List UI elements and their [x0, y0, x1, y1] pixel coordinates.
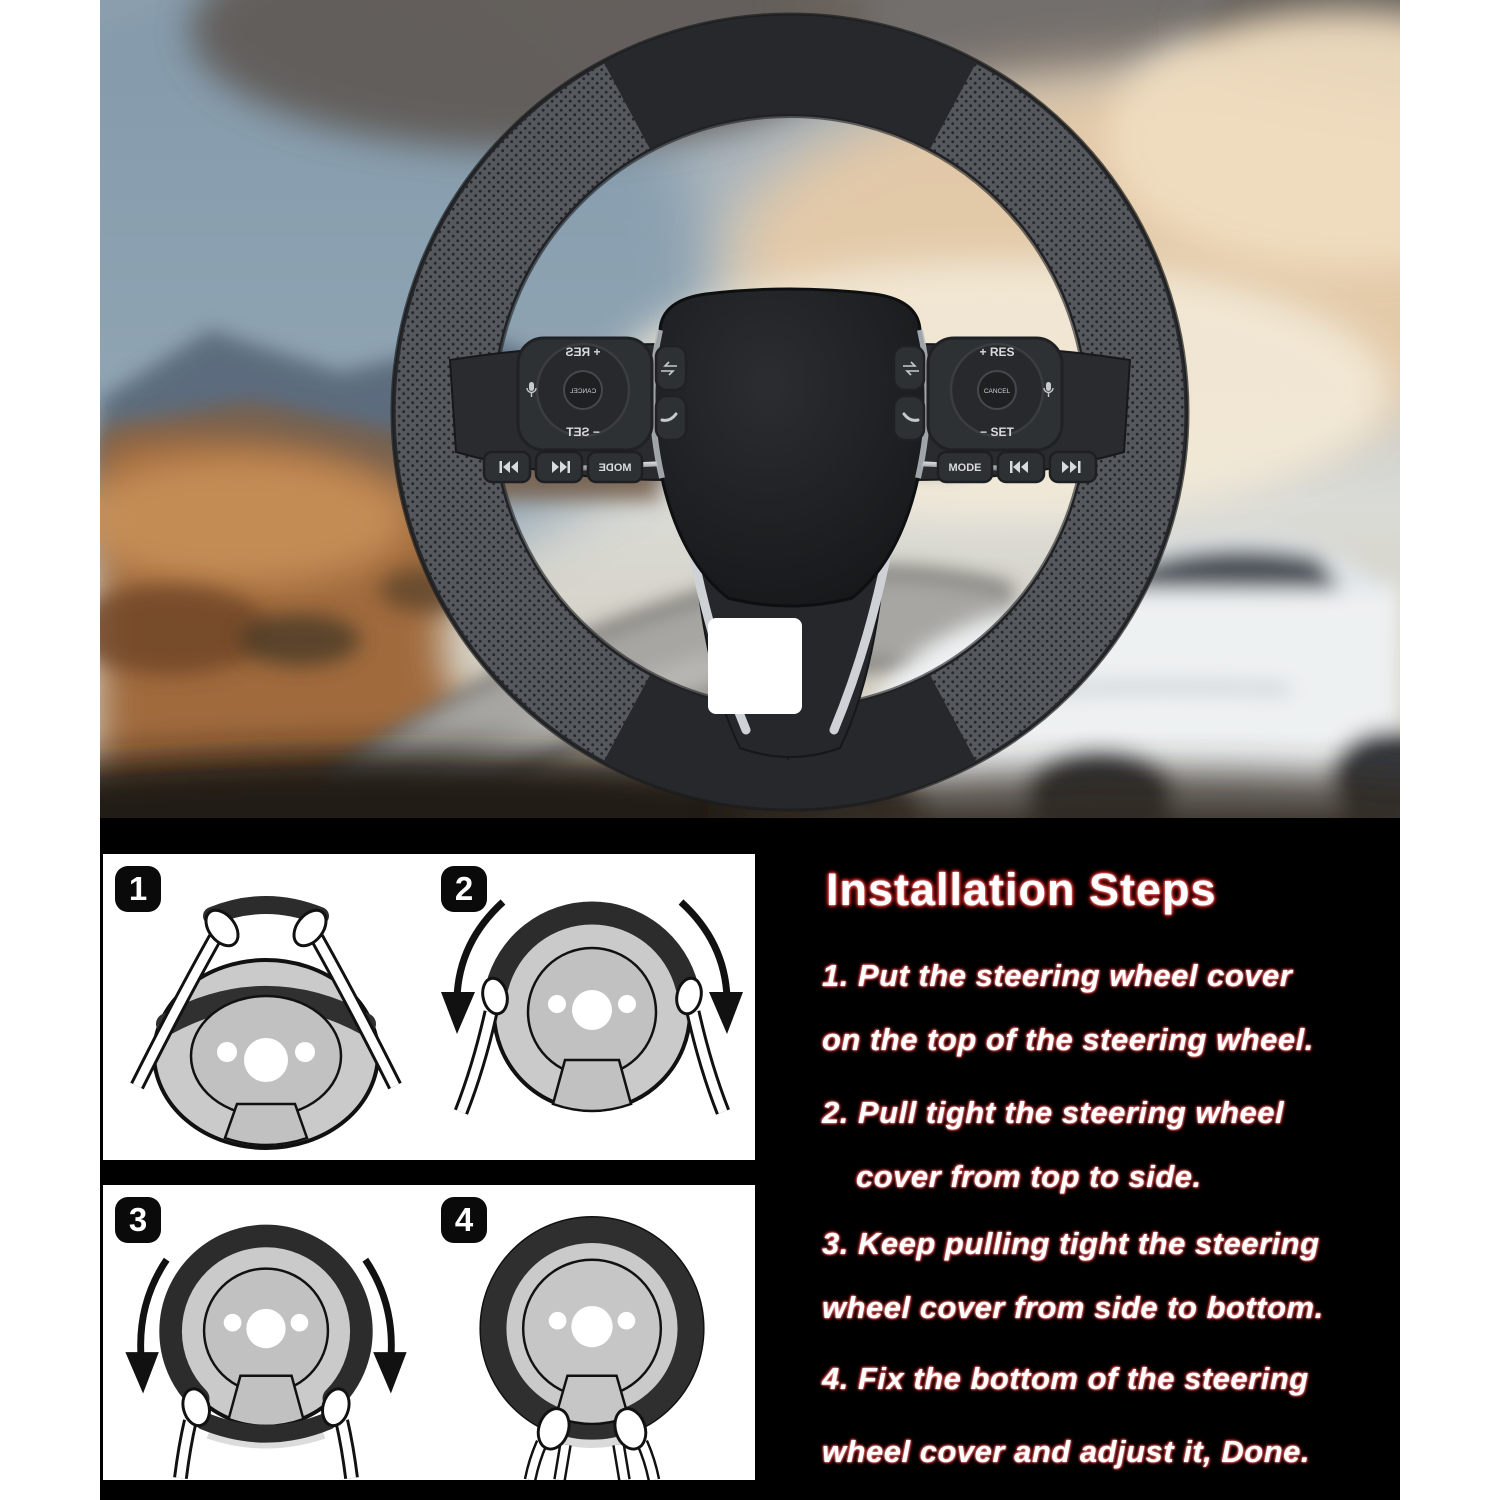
step-1-line-2: on the top of the steering wheel. [822, 1022, 1314, 1057]
step-4-line-2: wheel cover and adjust it, Done. [822, 1434, 1310, 1469]
steering-wheel [100, 0, 1400, 818]
diagram-step-2 [429, 854, 755, 1160]
installation-section [100, 818, 1400, 1500]
res-button-label: + RES [979, 345, 1015, 359]
step-3-line-1: 3. Keep pulling tight the steering [822, 1226, 1320, 1261]
logo-blank-plate [708, 618, 802, 714]
step-1-badge: 1 [115, 866, 161, 912]
diagram-step-4 [429, 1185, 755, 1480]
set-button-label: − SET [980, 425, 1014, 439]
step-2-line-1: 2. Pull tight the steering wheel [822, 1095, 1285, 1130]
step-2-line-2: cover from top to side. [856, 1159, 1202, 1194]
airbag-pad [652, 289, 927, 606]
diagram-step-3 [103, 1185, 429, 1480]
step-2-badge: 2 [441, 866, 487, 912]
cancel-button-label: CANCEL [983, 388, 1011, 395]
step-4-line-1: 4. Fix the bottom of the steering [822, 1361, 1309, 1396]
step-1-line-1: 1. Put the steering wheel cover [822, 958, 1293, 993]
diagram-panel-top [103, 854, 755, 1160]
section-title: Installation Steps [826, 864, 1217, 915]
step-3-line-2: wheel cover from side to bottom. [822, 1290, 1324, 1325]
step-4-badge: 4 [441, 1197, 487, 1243]
step-3-badge: 3 [115, 1197, 161, 1243]
diagram-step-1 [103, 854, 429, 1160]
hero-photo [100, 0, 1400, 818]
diagram-panel-bottom [103, 1185, 755, 1480]
mode-button-label: MODE [948, 462, 982, 474]
